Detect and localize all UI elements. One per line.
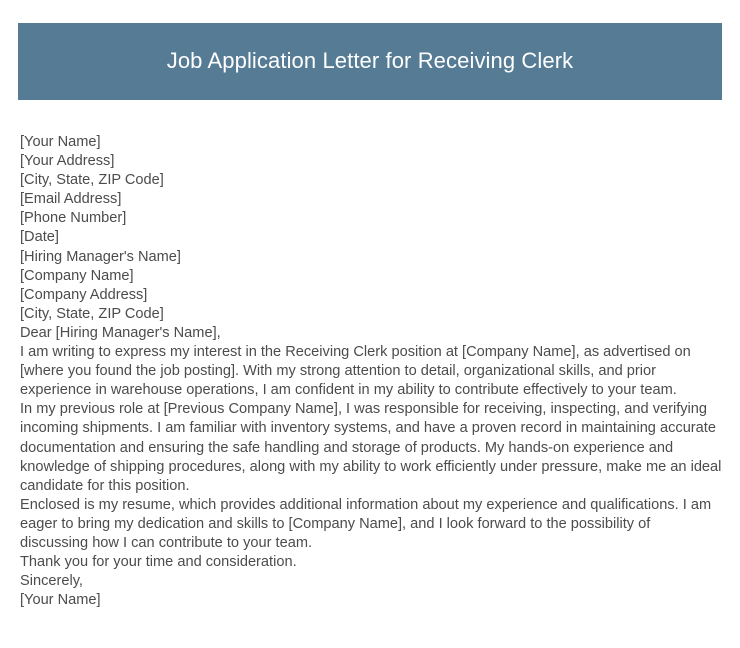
letter-line: [Your Name] xyxy=(20,134,101,150)
letter-line: [Company Address] xyxy=(20,286,148,303)
letter-line: [Your Address] xyxy=(20,153,115,170)
letter-paragraph: Enclosed is my resume, which provides additional information about my experience and qualifications. I am eager to bring my dedication and skills to [Company Name], and I look forward to the possibility of discussing how I can contribute to your team. xyxy=(20,496,716,551)
document-title-banner xyxy=(18,23,722,100)
letter-paragraph: In my previous role at [Previous Company Name], I was responsible for receiving, inspecting, and verifying incoming shipments. I am familiar with inventory systems, and have a proven record in maintaining accurate documentation and ensuring the safe handling and storage of products. My hands-on experience and knowledge of shipping procedures, along with my ability to work efficiently under pressure, make me an ideal candidate for this position. xyxy=(20,401,726,494)
letter-signature: [Your Name] xyxy=(20,592,101,609)
letter-line: [Hiring Manager's Name] xyxy=(20,248,181,265)
letter-line: [Date] xyxy=(20,229,59,246)
letter-line: [Company Name] xyxy=(20,267,134,284)
letter-closing: Sincerely, xyxy=(20,573,83,590)
letter-paragraph: Thank you for your time and consideration. xyxy=(20,554,297,571)
letter-paragraph: I am writing to express my interest in the Receiving Clerk position at [Company Name], as advertised on [where you found the job posting]. With my strong attention to detail, organizational skills, and prior experience in warehouse operations, I am confident in my ability to contribute effectively to your team. xyxy=(20,344,695,399)
letter-salutation: Dear [Hiring Manager's Name], xyxy=(20,324,221,341)
letter-body xyxy=(20,133,726,610)
letter-line: [City, State, ZIP Code] xyxy=(20,172,164,189)
letter-line: [Email Address] xyxy=(20,191,122,208)
letter-line: [City, State, ZIP Code] xyxy=(20,305,164,322)
page-title: Job Application Letter for Receiving Clerk xyxy=(166,48,574,74)
letter-line: [Phone Number] xyxy=(20,210,127,227)
